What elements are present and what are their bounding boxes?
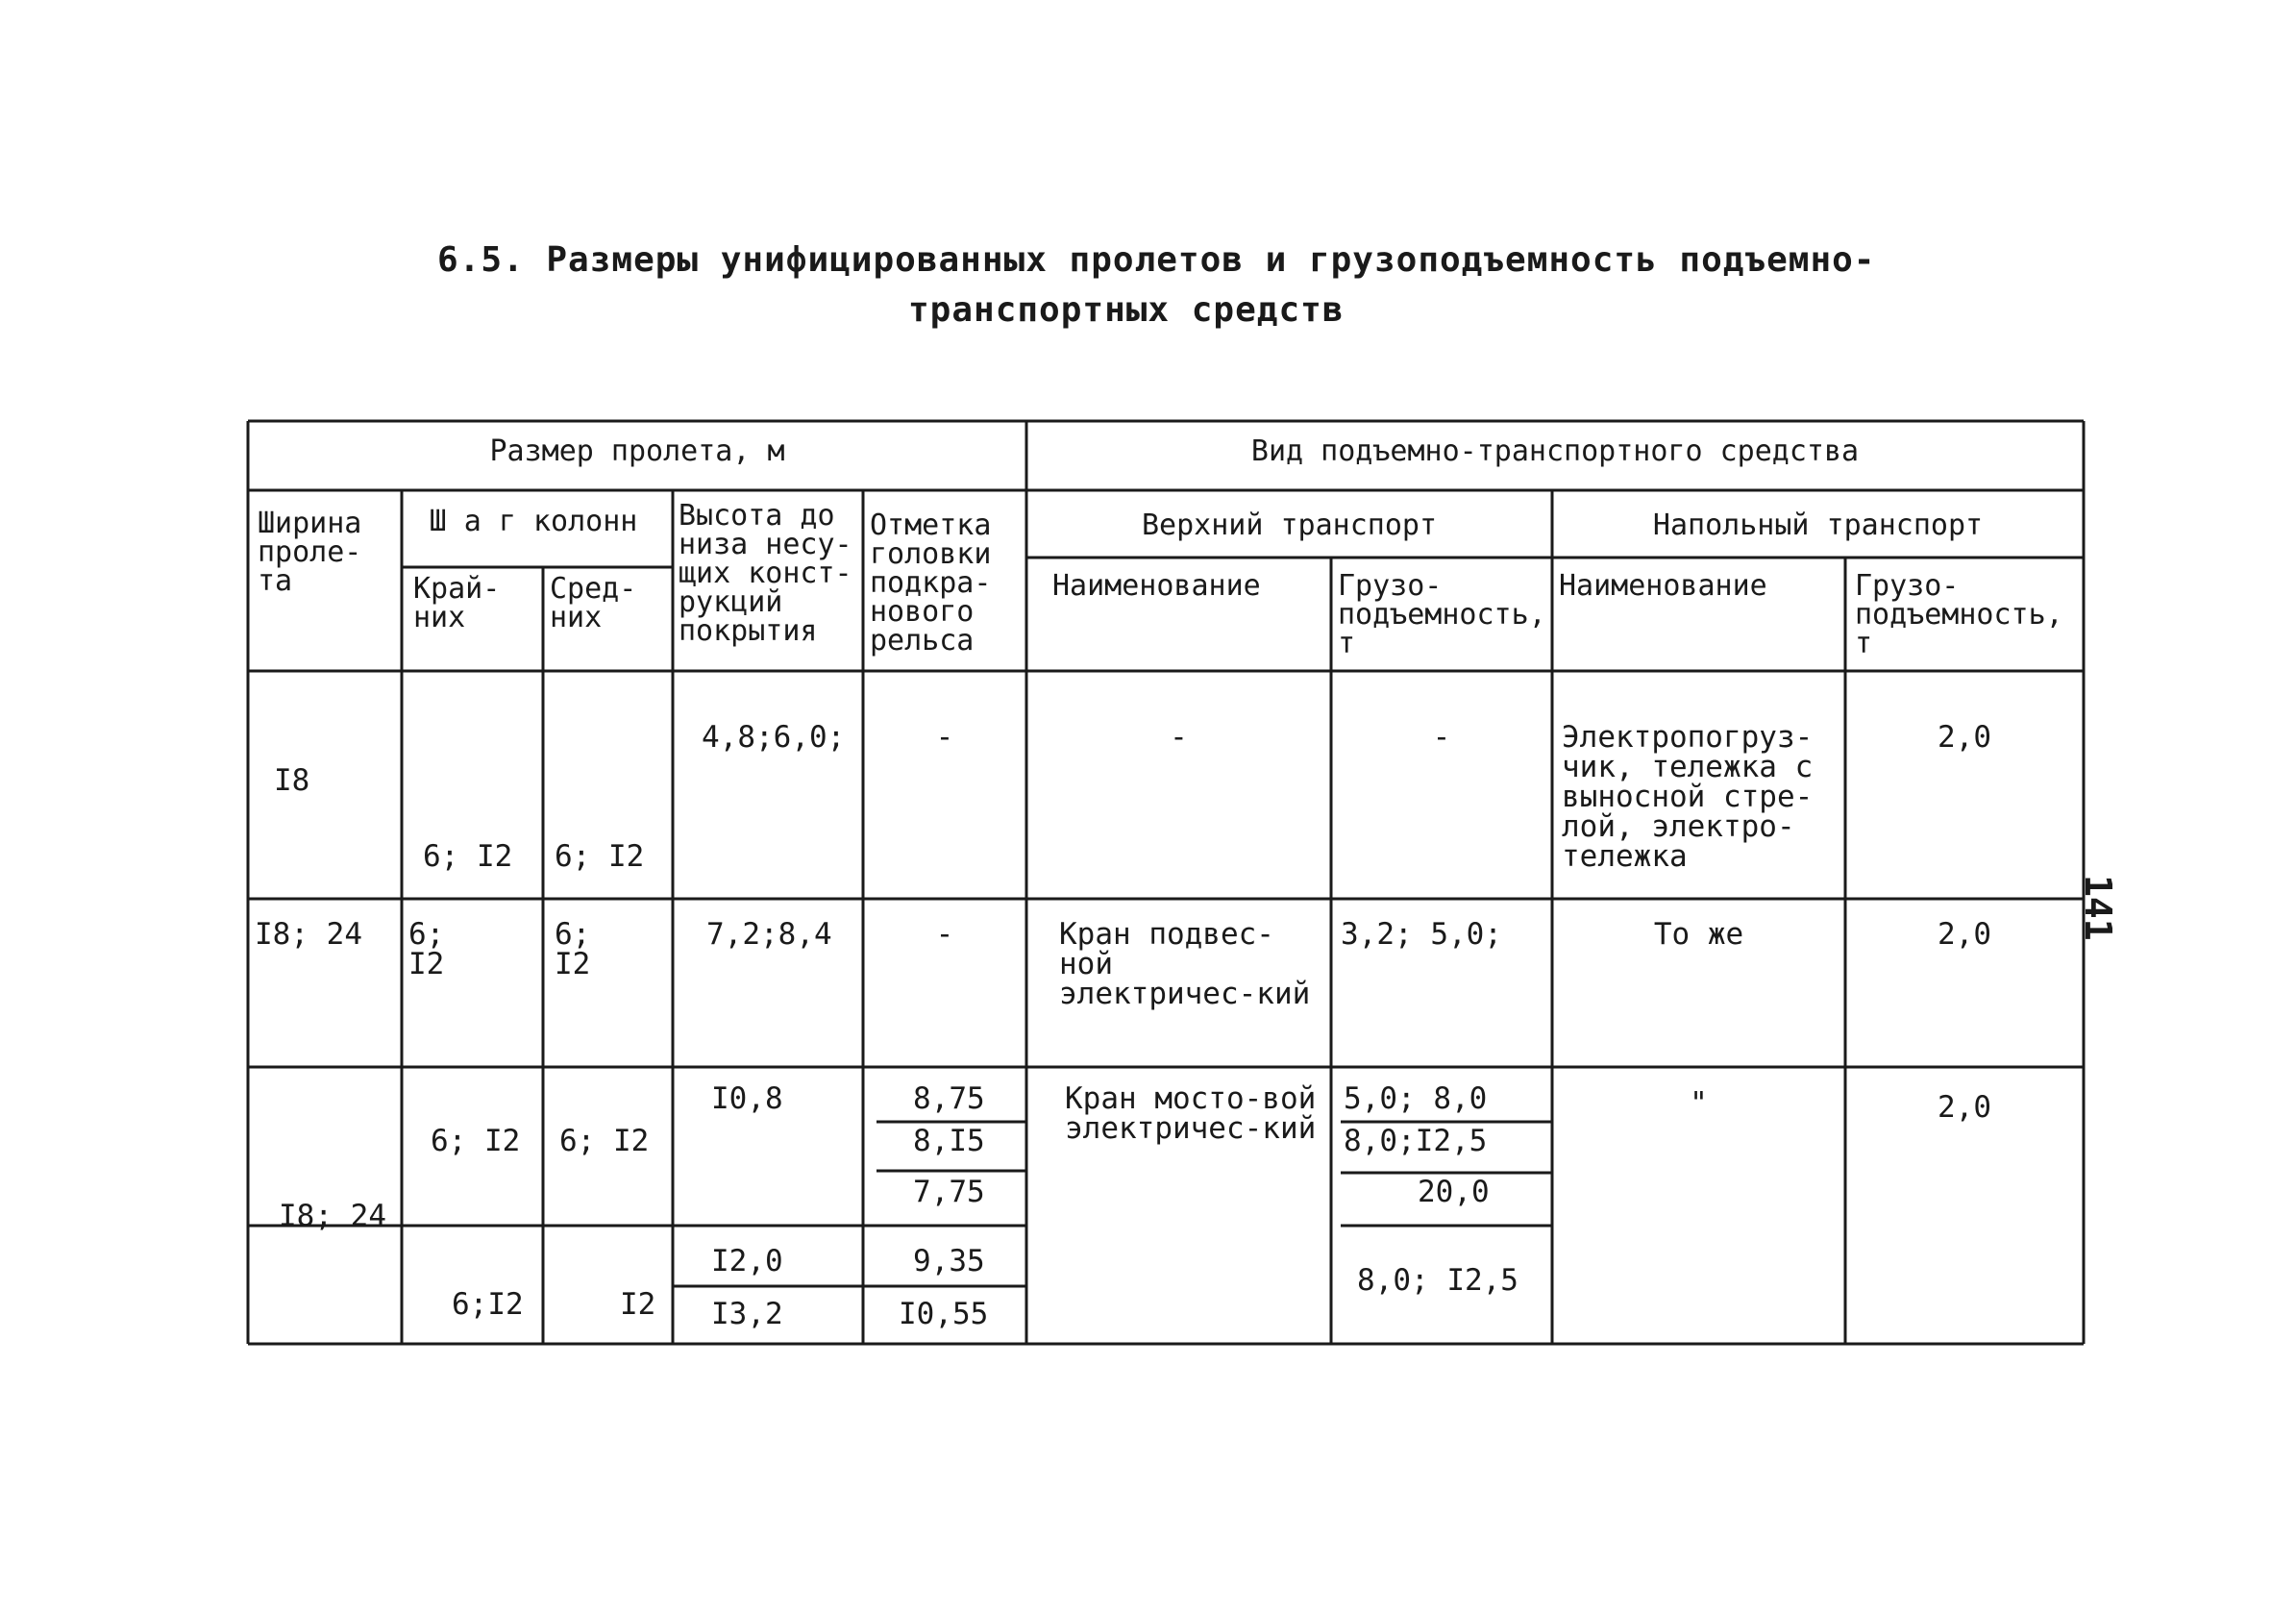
row2-width: I8; 24 — [255, 917, 362, 952]
row1-overhead-capacity: - — [1432, 720, 1451, 755]
row1-middle-step: 6; I2 — [555, 839, 645, 874]
row1-rail: - — [935, 720, 954, 755]
header-width: Ширина проле-та — [258, 507, 362, 598]
row2-overhead-name: Кран подвес-ной электричес-кий — [1059, 917, 1311, 1011]
header-height: Высота до низа несу-щих конст-рукций покрытия — [679, 499, 852, 648]
row3-rail-2: 8,I5 — [913, 1124, 985, 1158]
header-rail-mark: Отметка головки подкра-нового рельса — [870, 509, 992, 658]
row1-overhead-name: - — [1170, 720, 1188, 755]
row3-overhead-name: Кран мосто-вой электричес-кий — [1065, 1081, 1317, 1146]
header-floor-name: Наименование — [1559, 569, 1767, 603]
row2-rail: - — [935, 917, 954, 952]
header-overhead-transport: Верхний транспорт — [1141, 509, 1438, 542]
header-transport-type: Вид подъемно-транспортного средства — [1250, 434, 1860, 468]
header-floor-transport: Напольный транспорт — [1652, 509, 1984, 542]
row3-rail-4: 9,35 — [913, 1244, 985, 1278]
row1-outer-step: 6; I2 — [423, 839, 513, 874]
row3-overhead-capacity-3: 20,0 — [1418, 1175, 1490, 1209]
row1-floor-name: Электропогруз-чик, тележка с выносной стре-лой, электро-тележка — [1562, 720, 1814, 874]
page-number: 141 — [2077, 875, 2119, 941]
row3-overhead-capacity-4: 8,0; I2,5 — [1357, 1263, 1518, 1298]
table-title-line-2: транспортных средств — [908, 290, 1345, 330]
row2-outer-step: 6; I2 — [408, 917, 445, 981]
header-span-size: Размер пролета, м — [489, 434, 785, 468]
row2-floor-name: То же — [1653, 917, 1744, 952]
row1-height: 4,8;6,0; — [702, 720, 846, 755]
row1-floor-capacity: 2,0 — [1938, 720, 1991, 755]
row3-middle-step-b: I2 — [620, 1287, 656, 1322]
row2-floor-capacity: 2,0 — [1938, 917, 1991, 952]
row3-width: I8; 24 — [279, 1199, 386, 1233]
row3-rail-5: I0,55 — [899, 1297, 989, 1331]
row3-outer-step-a: 6; I2 — [431, 1124, 521, 1158]
header-floor-capacity: Грузо-подъемность, т — [1855, 569, 2063, 660]
row2-height: 7,2;8,4 — [706, 917, 832, 952]
row3-height-2: I2,0 — [711, 1244, 783, 1278]
row3-overhead-capacity-2: 8,0;I2,5 — [1344, 1124, 1488, 1158]
row3-floor-capacity: 2,0 — [1938, 1090, 1991, 1125]
row3-outer-step-b: 6;I2 — [452, 1287, 524, 1322]
row3-middle-step-a: 6; I2 — [559, 1124, 650, 1158]
header-overhead-name: Наименование — [1052, 569, 1261, 603]
row2-middle-step: 6; I2 — [555, 917, 591, 981]
table-title-line-1: 6.5. Размеры унифицированных пролетов и грузоподъемность подъемно- — [437, 240, 1876, 280]
row3-rail-3: 7,75 — [913, 1175, 985, 1209]
row1-width: I8 — [274, 763, 310, 798]
header-outer: Край-них — [413, 572, 501, 634]
row3-height-3: I3,2 — [711, 1297, 783, 1331]
header-middle: Сред-них — [550, 572, 637, 634]
row3-rail-1: 8,75 — [913, 1081, 985, 1116]
header-column-step: Ш а г колонн — [429, 505, 638, 538]
row2-overhead-capacity: 3,2; 5,0; — [1341, 917, 1502, 952]
row3-overhead-capacity-1: 5,0; 8,0 — [1344, 1081, 1488, 1116]
row3-height-1: I0,8 — [711, 1081, 783, 1116]
row3-floor-name: " — [1690, 1086, 1708, 1121]
header-overhead-capacity: Грузо-подъемность, т — [1338, 569, 1546, 660]
